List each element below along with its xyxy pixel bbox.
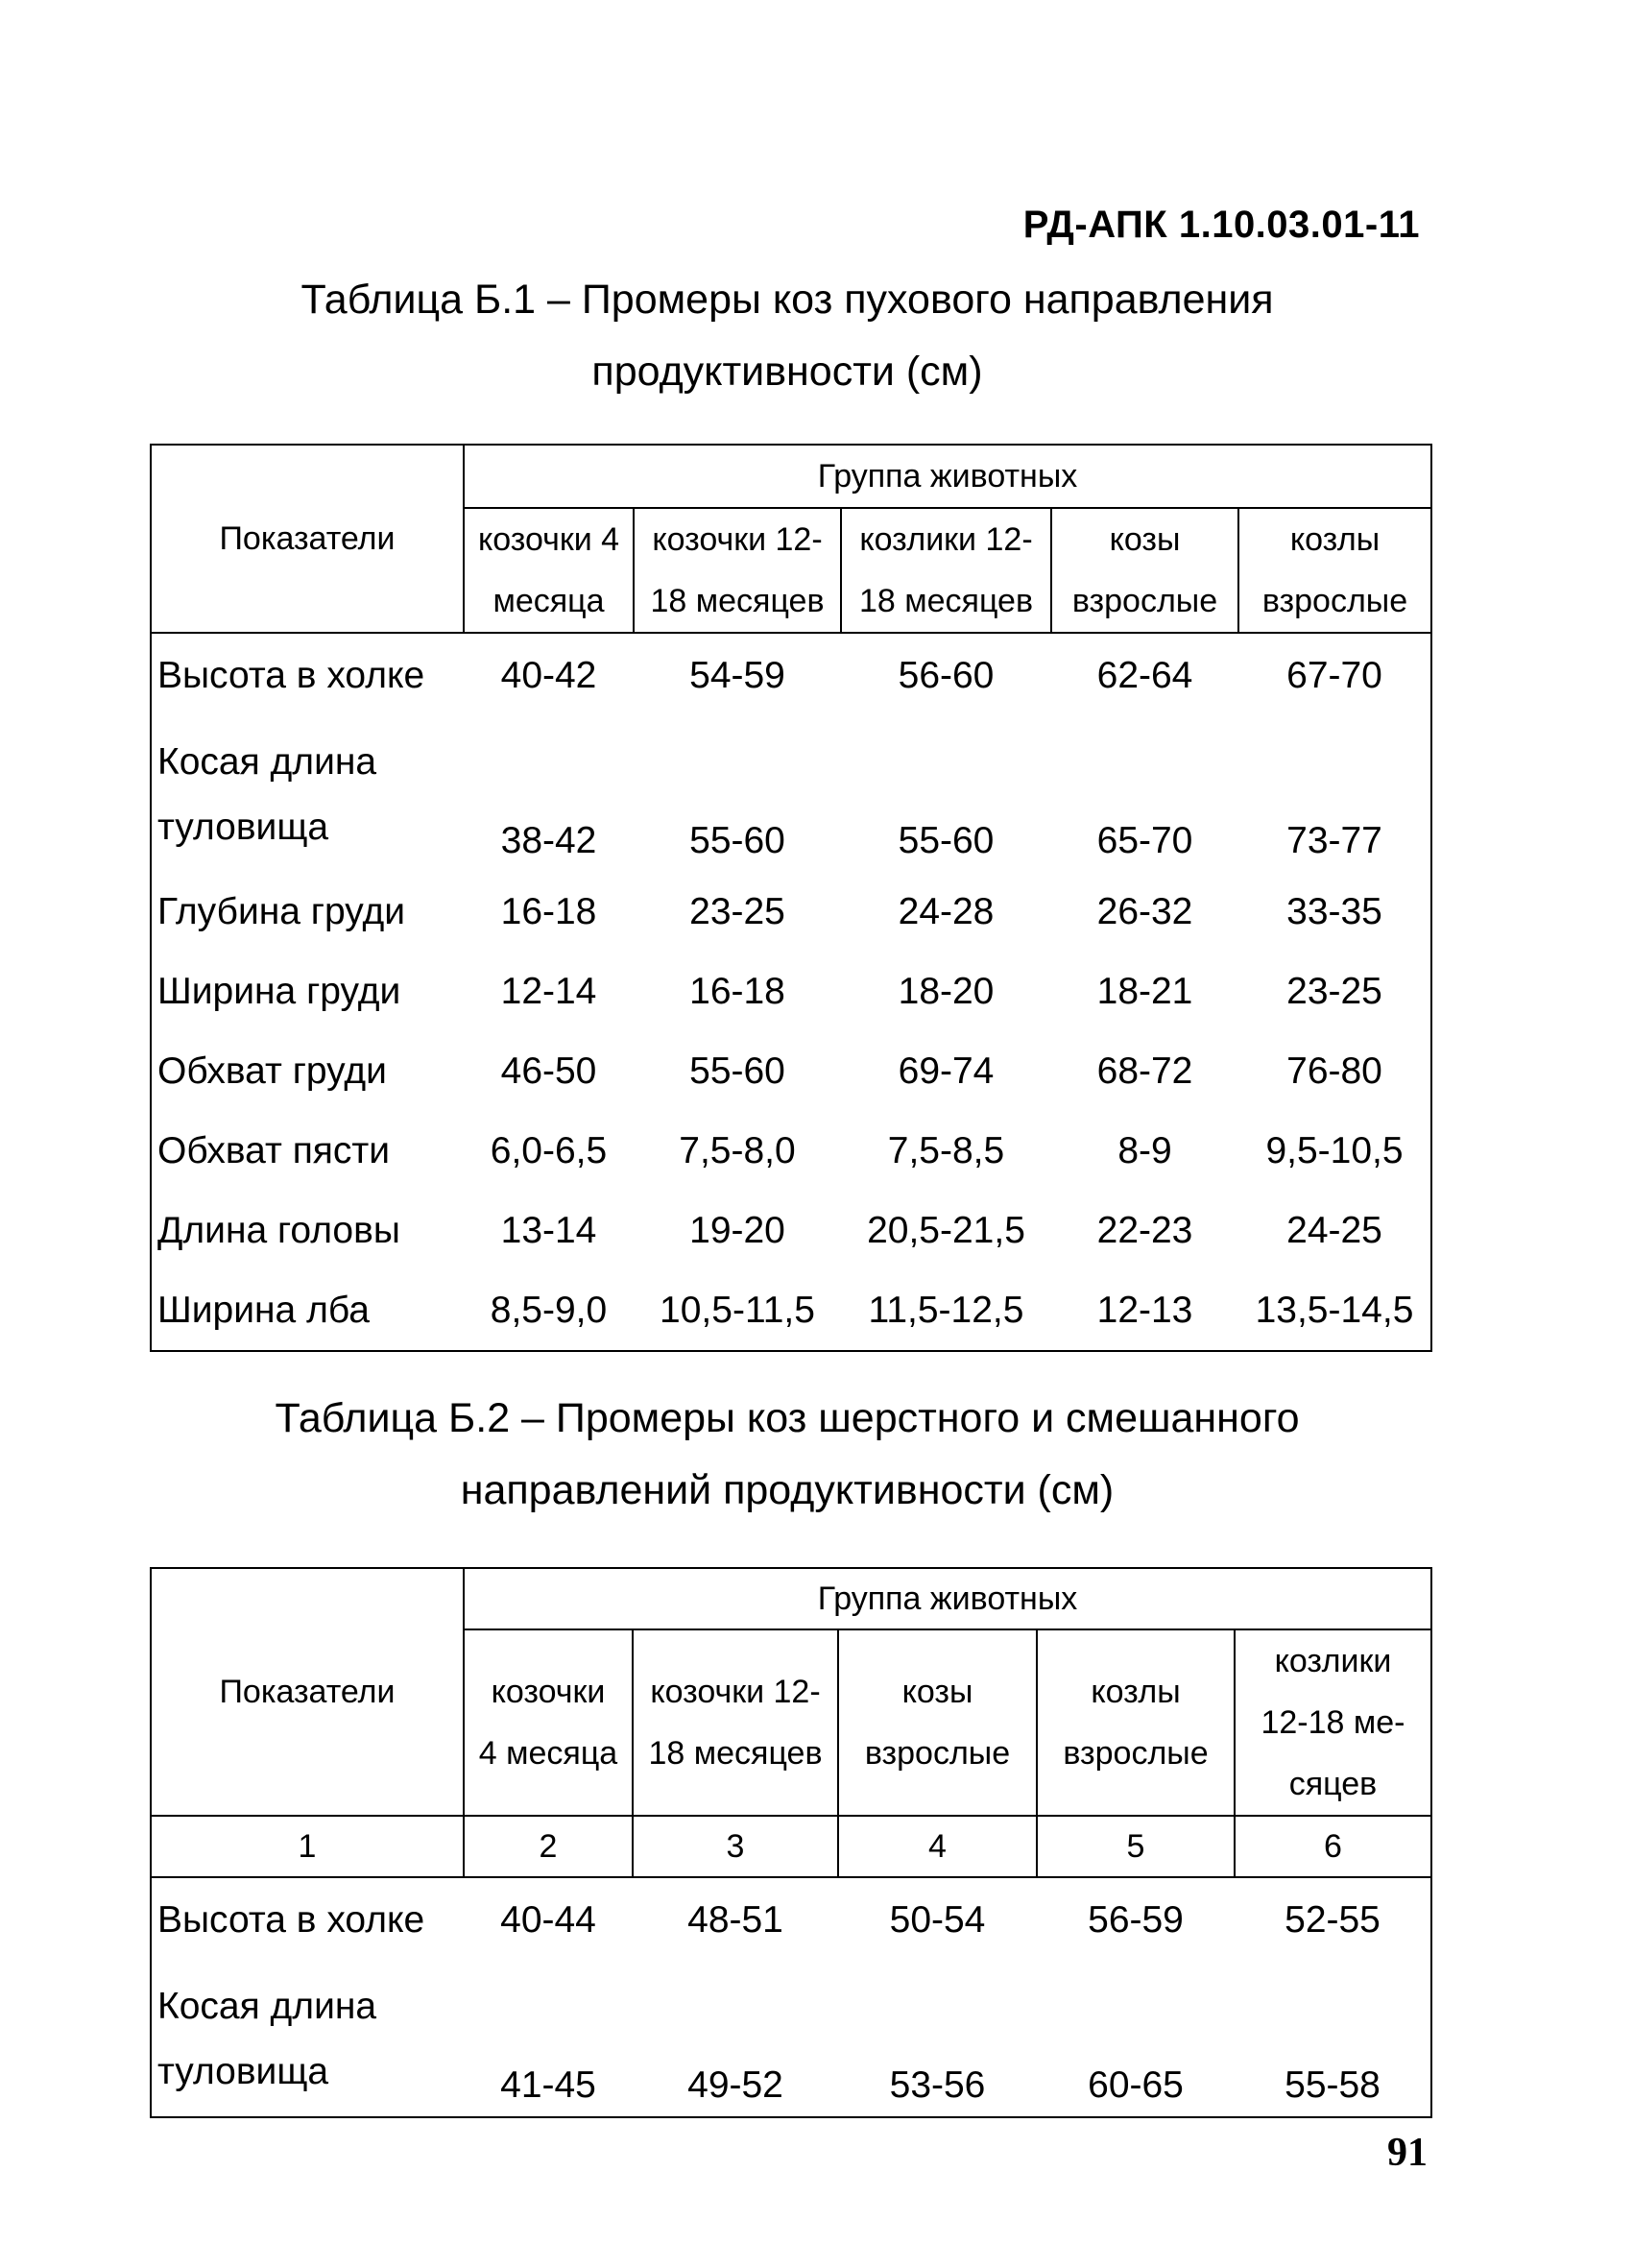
cell-value: 6,0-6,5: [490, 1129, 608, 1171]
cell-value: 68-72: [1096, 1050, 1193, 1092]
table-row: [151, 718, 1431, 872]
table1-header-col: козы взрослые: [1051, 508, 1238, 633]
table-row: [151, 1031, 1431, 1111]
cell-value: 50-54: [889, 1899, 986, 1941]
cell-value: 73-77: [1238, 718, 1431, 872]
row-label: Ширина лба: [151, 1270, 464, 1351]
table2-header-col: козочки 4 месяца: [464, 1629, 633, 1816]
cell-value: 54-59: [689, 655, 785, 696]
table1-header-col: козочки 12- 18 месяцев: [634, 508, 841, 633]
table2-caption-line1: Таблица Б.2 – Промеры коз шерстного и смешанного: [275, 1395, 1300, 1441]
row-label: Длина головы: [151, 1191, 464, 1270]
table1: [150, 444, 1432, 1352]
cell-value: 22-23: [1096, 1209, 1193, 1251]
cell-value: 52-55: [1235, 1877, 1431, 1963]
column-number: 5: [1037, 1816, 1235, 1877]
cell-value: 60-65: [1037, 1963, 1235, 2117]
cell-value: 62-64: [1096, 655, 1193, 696]
table1-header-col: козлики 12- 18 месяцев: [841, 508, 1051, 633]
row-label: Ширина груди: [151, 952, 464, 1031]
table2-caption-line2: направлений продуктивности (см): [460, 1467, 1115, 1513]
column-number: 6: [1235, 1816, 1431, 1877]
column-number: 2: [464, 1816, 633, 1877]
cell-value: 53-56: [838, 1963, 1037, 2117]
cell-value: 56-59: [1088, 1899, 1184, 1941]
cell-value: 46-50: [500, 1050, 597, 1092]
cell-value: 69-74: [898, 1050, 995, 1092]
page-number: 91: [1387, 2131, 1428, 2175]
row-label: Косая длина туловища: [151, 1963, 464, 2117]
cell-value: 55-60: [689, 820, 785, 861]
cell-value: 41-45: [464, 1963, 633, 2117]
cell-value: 48-51: [687, 1899, 783, 1941]
cell-value: 40-44: [500, 1899, 596, 1941]
table2-number-row: [151, 1816, 1431, 1877]
document-code: РД-АПК 1.10.03.01-11: [1022, 204, 1420, 246]
cell-value: 55-60: [898, 820, 995, 861]
cell-value: 55-58: [1235, 1963, 1431, 2117]
table1-header-col: козлы взрослые: [1238, 508, 1431, 633]
cell-value: 67-70: [1238, 633, 1431, 718]
table1-caption: [0, 264, 1574, 408]
cell-value: 24-25: [1238, 1191, 1431, 1270]
cell-value: 9,5-10,5: [1238, 1111, 1431, 1191]
cell-value: 16-18: [500, 890, 597, 932]
cell-value: 11,5-12,5: [841, 1270, 1051, 1351]
column-number: 4: [838, 1816, 1037, 1877]
table-row: [151, 872, 1431, 952]
table2: [150, 1567, 1432, 2118]
table2-header-col: козы взрослые: [838, 1629, 1037, 1816]
row-label: Глубина груди: [151, 872, 464, 952]
cell-value: 19-20: [689, 1209, 785, 1251]
cell-value: 13-14: [500, 1209, 597, 1251]
row-label: Высота в холке: [151, 633, 464, 718]
table2-header-col: козлики 12-18 ме- сяцев: [1235, 1629, 1431, 1816]
column-number: 1: [151, 1816, 464, 1877]
cell-value: 12-14: [500, 970, 597, 1012]
table-row: [151, 1191, 1431, 1270]
cell-value: 7,5-8,5: [887, 1129, 1005, 1171]
row-label: Косая длина туловища: [151, 718, 464, 872]
table1-caption-line1: Таблица Б.1 – Промеры коз пухового направления: [300, 277, 1274, 323]
cell-value: 13,5-14,5: [1238, 1270, 1431, 1351]
cell-value: 40-42: [500, 655, 597, 696]
cell-value: 7,5-8,0: [679, 1129, 796, 1171]
cell-value: 24-28: [898, 890, 995, 932]
cell-value: 33-35: [1238, 872, 1431, 952]
row-label: Обхват пясти: [151, 1111, 464, 1191]
table2-caption: [0, 1383, 1574, 1527]
table1-header-group: Группа животных: [464, 445, 1431, 508]
table-row: [151, 1963, 1431, 2117]
table-row: [151, 633, 1431, 718]
table2-header-indicators: Показатели: [151, 1568, 464, 1816]
table2-header-group: Группа животных: [464, 1568, 1431, 1629]
table1-header-col: козочки 4 месяца: [464, 508, 634, 633]
table1-caption-line2: продуктивности (см): [591, 349, 983, 395]
cell-value: 76-80: [1238, 1031, 1431, 1111]
cell-value: 56-60: [898, 655, 995, 696]
cell-value: 8,5-9,0: [464, 1270, 634, 1351]
column-number: 3: [633, 1816, 838, 1877]
cell-value: 20,5-21,5: [867, 1209, 1025, 1251]
table-row: [151, 1877, 1431, 1963]
cell-value: 23-25: [689, 890, 785, 932]
table-row: [151, 1111, 1431, 1191]
cell-value: 8-9: [1117, 1129, 1172, 1171]
cell-value: 55-60: [689, 1050, 785, 1092]
cell-value: 16-18: [689, 970, 785, 1012]
table-row: [151, 1270, 1431, 1351]
table-row: [151, 952, 1431, 1031]
cell-value: 26-32: [1096, 890, 1193, 932]
cell-value: 10,5-11,5: [634, 1270, 841, 1351]
table1-header-indicators: Показатели: [151, 445, 464, 633]
cell-value: 65-70: [1096, 820, 1193, 861]
cell-value: 49-52: [633, 1963, 838, 2117]
table2-header-col: козочки 12- 18 месяцев: [633, 1629, 838, 1816]
cell-value: 18-20: [898, 970, 995, 1012]
cell-value: 23-25: [1238, 952, 1431, 1031]
table2-header-col: козлы взрослые: [1037, 1629, 1235, 1816]
cell-value: 18-21: [1096, 970, 1193, 1012]
row-label: Высота в холке: [151, 1877, 464, 1963]
cell-value: 12-13: [1051, 1270, 1238, 1351]
row-label: Обхват груди: [151, 1031, 464, 1111]
cell-value: 38-42: [500, 820, 597, 861]
